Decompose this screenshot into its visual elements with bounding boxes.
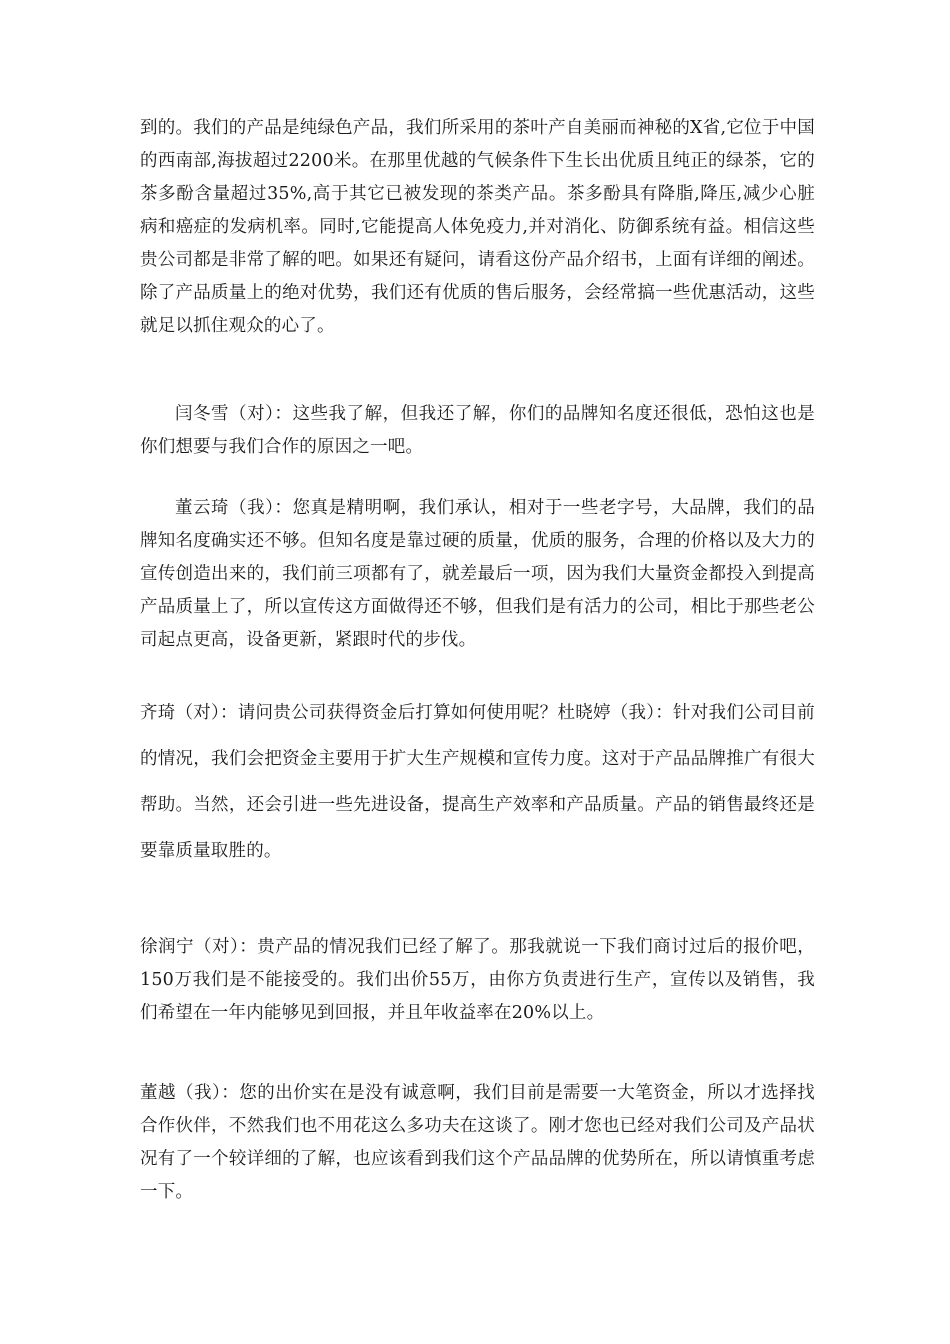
paragraph-qi-qi-du-xiaoting: 齐琦（对）：请问贵公司获得资金后打算如何使用呢？杜晓婷（我）：针对我们公司目前的情况，我们会把资金主要用于扩大生产规模和宣传力度。这对于产品品牌推广有很大帮助。当然，还会引进一些先进设备，提高生产效率和产品质量。产品的销售最终还是要靠质量取胜的。 [140,703,815,861]
paragraph-dong-yunqi: 董云琦（我）：您真是精明啊，我们承认，相对于一些老字号，大品牌，我们的品牌知名度确实还不够。但知名度是靠过硬的质量，优质的服务，合理的价格以及大力的宣传创造出来的，我们前三项都有了，就差最后一项，因为我们大量资金都投入到提高产品质量上了，所以宣传这方面做得还不够，但我们是有活力的公司，相比于那些老公司起点更高，设备更新，紧跟时代的步伐。 [140,498,815,650]
paragraph-dong-yue: 董越（我）：您的出价实在是没有诚意啊，我们目前是需要一大笔资金，所以才选择找合作伙伴，不然我们也不用花这么多功夫在这谈了。刚才您也已经对我们公司及产品状况有了一个较详细的了解，也应该看到我们这个产品品牌的优势所在，所以请慎重考虑一下。 [140,1083,815,1202]
paragraph-xu-running: 徐润宁（对）：贵产品的情况我们已经了解了。那我就说一下我们商讨过后的报价吧，150万我们是不能接受的。我们出价55万，由你方负责进行生产，宣传以及销售，我们希望在一年内能够见到回报，并且年收益率在20%以上。 [140,937,815,1023]
paragraph-yan-dongxue: 闫冬雪（对）：这些我了解，但我还了解，你们的品牌知名度还很低，恐怕这也是你们想要与我们合作的原因之一吧。 [140,404,815,457]
paragraph-product-intro: 到的。我们的产品是纯绿色产品，我们所采用的茶叶产自美丽而神秘的X省,它位于中国的西南部,海拔超过2200米。在那里优越的气候条件下生长出优质且纯正的绿茶，它的茶多酚含量超过35%,高于其它已被发现的茶类产品。茶多酚具有降脂,降压,减少心脏病和癌症的发病机率。同时,它能提高人体免疫力,并对消化、防御系统有益。相信这些贵公司都是非常了解的吧。如果还有疑问，请看这份产品介绍书，上面有详细的阐述。除了产品质量上的绝对优势，我们还有优质的售后服务，会经常搞一些优惠活动，这些就足以抓住观众的心了。 [140,118,815,336]
